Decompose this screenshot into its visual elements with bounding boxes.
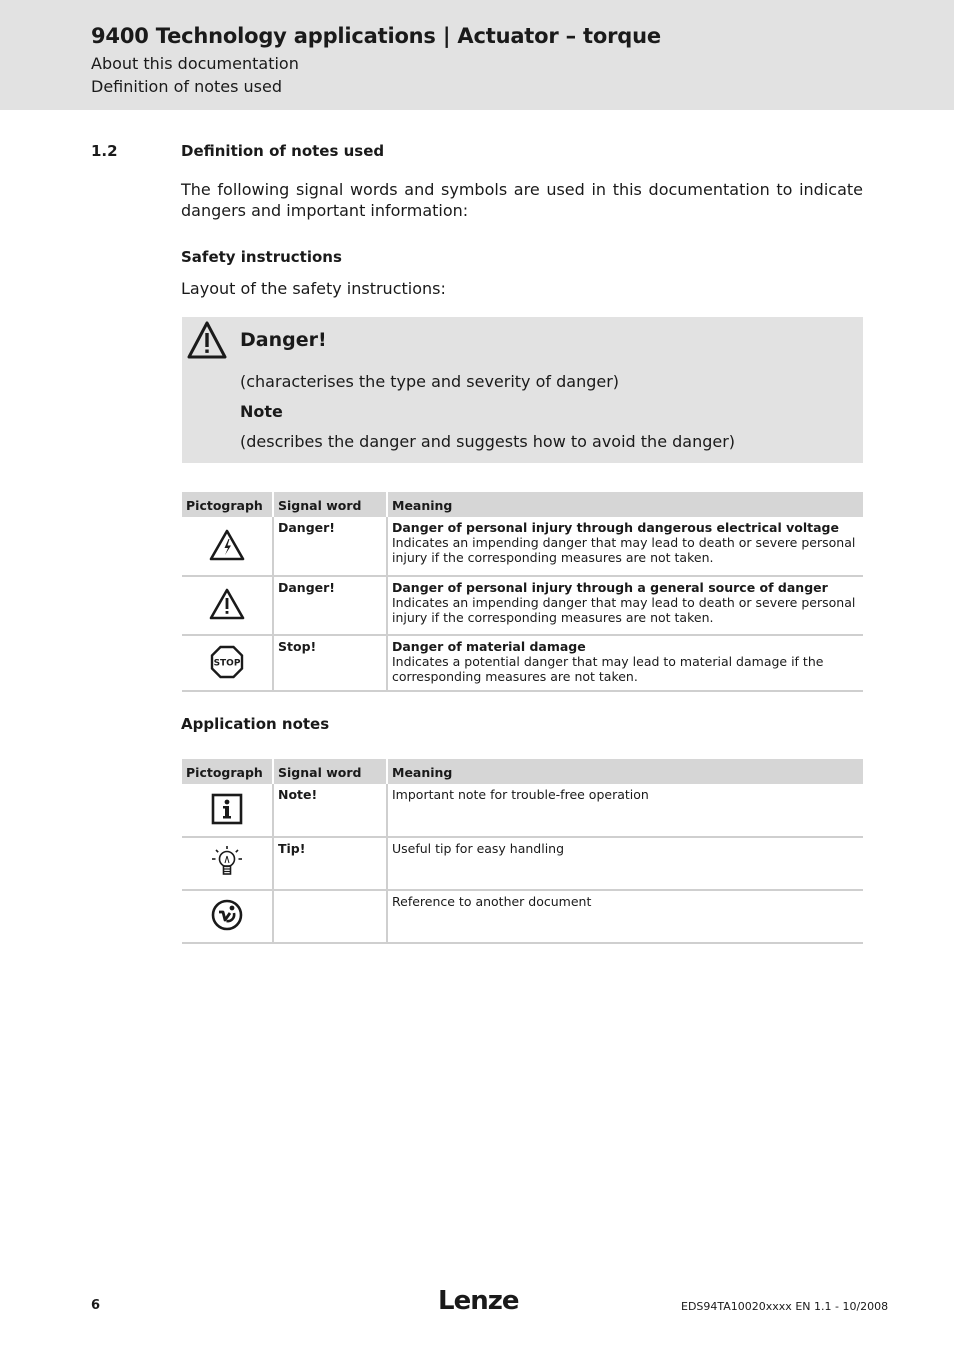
page-number: 6 — [91, 1298, 101, 1313]
signal-word-cell: Note! — [273, 784, 387, 837]
table-row — [182, 576, 863, 635]
danger-title: Danger! — [240, 329, 327, 351]
page-header — [0, 0, 954, 110]
meaning-body: Indicates an impending danger that may lead to death or severe personal injury if the corresponding measures are not taken. — [392, 595, 856, 625]
column-header-meaning: Meaning — [387, 492, 863, 517]
table-row — [182, 517, 863, 576]
breadcrumb-section: Definition of notes used — [91, 77, 283, 96]
electrical-voltage-warning-icon — [208, 550, 246, 565]
document-id: EDS94TA10020xxxx EN 1.1 - 10/2008 — [681, 1300, 889, 1313]
signal-word-cell: Stop! — [273, 635, 387, 691]
pictograph-cell — [182, 784, 273, 837]
stop-icon — [209, 658, 245, 683]
danger-type-text: (characterises the type and severity of danger) — [240, 372, 620, 391]
intro-paragraph: The following signal words and symbols are used in this documentation to indicate dangers and important information: — [181, 180, 863, 220]
table-row — [182, 890, 863, 943]
meaning-title: Danger of material damage — [392, 639, 586, 654]
column-header-pictograph: Pictograph — [182, 759, 273, 784]
column-header-meaning: Meaning — [387, 759, 863, 784]
signal-word-cell — [273, 890, 387, 943]
table-row — [182, 837, 863, 890]
lightbulb-icon — [210, 868, 244, 883]
info-icon — [210, 814, 244, 829]
danger-note-label: Note — [240, 402, 283, 421]
table-header-row — [182, 759, 863, 784]
safety-instructions-heading: Safety instructions — [181, 248, 342, 266]
reference-document-icon — [210, 920, 244, 935]
pictograph-cell — [182, 635, 273, 691]
application-notes-heading: Application notes — [181, 715, 330, 733]
danger-description-text: (describes the danger and suggests how to avoid the danger) — [240, 432, 736, 451]
meaning-title: Danger of personal injury through dangerous electrical voltage — [392, 520, 839, 535]
meaning-cell: Reference to another document — [387, 890, 863, 943]
signal-word-cell: Tip! — [273, 837, 387, 890]
danger-example-box — [182, 317, 863, 463]
table-row — [182, 784, 863, 837]
safety-layout-text: Layout of the safety instructions: — [181, 279, 446, 298]
meaning-cell — [387, 517, 863, 576]
section-number: 1.2 — [91, 142, 118, 160]
pictograph-cell — [182, 837, 273, 890]
pictograph-cell — [182, 576, 273, 635]
pictograph-cell — [182, 517, 273, 576]
document-title: 9400 Technology applications | Actuator – torque — [91, 24, 661, 48]
meaning-body: Indicates an impending danger that may lead to death or severe personal injury if the corresponding measures are not taken. — [392, 535, 856, 565]
general-danger-warning-icon — [208, 609, 246, 624]
pictograph-cell — [182, 890, 273, 943]
stop-icon-label: STOP — [213, 658, 241, 668]
meaning-cell — [387, 635, 863, 691]
breadcrumb-chapter: About this documentation — [91, 54, 299, 73]
meaning-cell: Useful tip for easy handling — [387, 837, 863, 890]
lenze-logo: Lenze — [438, 1286, 519, 1316]
column-header-pictograph: Pictograph — [182, 492, 273, 517]
table-row — [182, 635, 863, 691]
table-header-row — [182, 492, 863, 517]
meaning-body: Indicates a potential danger that may lead to material damage if the corresponding measures are not taken. — [392, 654, 824, 684]
section-title: Definition of notes used — [181, 142, 385, 160]
safety-instructions-table — [182, 492, 863, 692]
warning-triangle-icon — [186, 320, 228, 364]
application-notes-table — [182, 759, 863, 944]
column-header-signal-word: Signal word — [273, 492, 387, 517]
meaning-title: Danger of personal injury through a general source of danger — [392, 580, 828, 595]
meaning-cell: Important note for trouble-free operation — [387, 784, 863, 837]
signal-word-cell: Danger! — [273, 576, 387, 635]
meaning-cell — [387, 576, 863, 635]
column-header-signal-word: Signal word — [273, 759, 387, 784]
signal-word-cell: Danger! — [273, 517, 387, 576]
